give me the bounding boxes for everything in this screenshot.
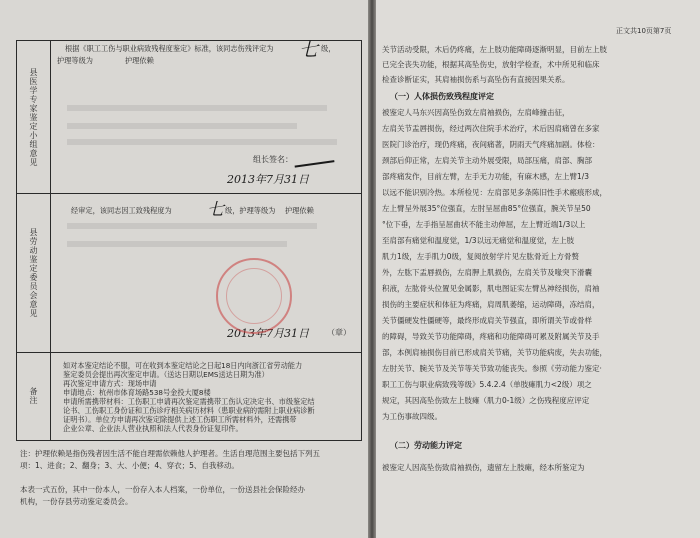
body-line-19: 规定，其因高坠伤致左上肢瘫（肌力0-1级）之伤残程度应评定 — [382, 396, 590, 405]
notes-label: 备注 — [29, 387, 38, 405]
body-last-line: 被鉴定人因高坠伤致肩袖损伤，遗留左上肢瘫，经本所鉴定为 — [382, 463, 585, 472]
body-line-5: 部疼痛发作，目前左臂，左手无力功能，有麻木感，左上臂1/3 — [382, 172, 590, 181]
notes-line-3: 再次鉴定申请方式：现场申请 — [63, 379, 157, 388]
section-a-line2-tail: 护理依赖 — [125, 56, 154, 65]
notes-line-7: 证明书）。单位方申请再次鉴定除提供上述工伤职工所需材料外，还需携带 — [63, 415, 297, 424]
assessment-table — [16, 40, 362, 441]
notes-line-8: 企业公章、企业法人营业执照和法人代表身份证复印件。 — [63, 424, 243, 433]
bleed-through — [67, 105, 327, 111]
body-line-1: 被鉴定人马东兴因高坠伤致左肩袖损伤，左肩峰撞击征， — [382, 108, 570, 117]
expert-panel-label: 县医学专家鉴定小组意见 — [29, 67, 38, 167]
body-line-2: 左肩关节盂唇损伤，经过两次住院手术治疗，术后因肩痛曾在多家 — [382, 124, 600, 133]
intro-line-3: 检查诊断证实，其肩袖损伤系与高坠伤有直接因果关系。 — [382, 75, 570, 84]
footnote-line-1: 注：护理依赖是指伤残者因生活不能自理需依赖他人护理者。生活自理范围主要包括下列五 — [20, 449, 320, 458]
right-page — [376, 0, 700, 538]
body-line-15: 的障碍，导致关节功能障碍，疼痛和功能障碍可累及附属关节及手 — [382, 332, 600, 341]
body-line-9: 至肩部有痛觉和温度觉，1/3以远无痛觉和温度觉，左上肢 — [382, 236, 575, 245]
body-line-14: 关节僵硬发性僵硬等，最终形成肩关节强直，即所谓关节或骨样 — [382, 316, 592, 325]
page-header: 正文共10页第7页 — [616, 27, 672, 35]
leader-sign-label: 组长签名： — [253, 155, 293, 164]
section-b-seal-label: （章） — [327, 328, 351, 337]
expert-panel-label-cell — [17, 41, 50, 193]
body-line-18: 职工工伤与职业病致残等级》5.4.2.4（单肢瘫肌力<2级）项之 — [382, 380, 592, 389]
bleed-through — [67, 241, 287, 247]
intro-line-1: 关节活动受限，木后仍疼痛，左上肢功能障碍逐渐明显，目前左上肢 — [382, 45, 607, 54]
section-b-grade-handwritten: 七 — [207, 200, 224, 220]
notes-line-2: 鉴定委员会提出再次鉴定申请。（送达日期以EMS送达日期为准） — [63, 370, 269, 379]
body-line-20: 为工伤事故四级。 — [382, 412, 442, 421]
body-line-10: 肌力1级，左手肌力0级，复阅放射学片见左肱骨近上方骨赘 — [382, 252, 580, 261]
body-line-8: °位下垂，左手指呈屈曲状不能主动伸屈，左上臂近端1/3以上 — [382, 220, 586, 229]
notes-line-5: 申请所需携带材料：工伤职工申请再次鉴定需携带工伤认定决定书、市级鉴定结 — [63, 397, 315, 406]
section-b-stamp-date: 2013年7月31日 — [227, 327, 309, 340]
body-line-16: 部，本例肩袖损伤目前已形成肩关节痛，关节功能病废，失去功能， — [382, 348, 607, 357]
section-a-line1: 根据《职工工伤与职业病致残程度鉴定》标准，该同志伤残评定为 — [65, 44, 274, 53]
committee-label-cell — [17, 193, 50, 352]
notes-line-6: 论书、工伤职工身份证和工伤诊疗相关病历材料（患职业病的需附上职业病诊断 — [63, 406, 315, 415]
heading-work-capacity: （二）劳动能力评定 — [390, 441, 462, 450]
book-spine — [368, 0, 376, 538]
section-a-grade-unit: 级， — [321, 44, 336, 53]
row-divider-2 — [17, 352, 361, 353]
section-a-sign-date: 2013年7月31日 — [227, 173, 309, 186]
section-a-grade-handwritten: 七 — [299, 39, 319, 61]
bleed-through — [67, 223, 317, 229]
leader-signature — [292, 138, 335, 167]
body-line-13: 损伤的主要症状和体征为疼痛，肩周肌萎缩，运动障碍，冻结肩， — [382, 300, 600, 309]
committee-seal-stamp — [216, 258, 292, 334]
bleed-through — [67, 123, 297, 129]
body-line-12: 积液，左肱骨头位置见金属影，肌电图证实左臂丛神经损伤，肩袖 — [382, 284, 600, 293]
footnote-line-2: 项：1、进食；2、翻身；3、大、小便；4、穿衣；5、自我移动。 — [20, 461, 239, 470]
heading-disability-assessment: （一）人体损伤致残程度评定 — [390, 92, 494, 101]
section-a-line2: 护理等级为 — [57, 56, 93, 65]
notes-line-1: 如对本鉴定结论不服，可在收到本鉴定结论之日起18日内向浙江省劳动能力 — [63, 361, 303, 370]
section-b-line1-tail: 护理依赖 — [285, 206, 314, 215]
body-line-6: 以远不能识别冷热。本所检见：左肩部见多条陈旧性手术瘢痕形成， — [382, 188, 607, 197]
section-b-line1-mid: 级，护理等级为 — [225, 206, 276, 215]
section-b-line1: 经审定，该同志因工致残程度为 — [71, 206, 172, 215]
body-line-4: 颈部后仰正常，左肩关节主动外展受限，局部压痛，肩部、胸部 — [382, 156, 592, 165]
committee-label: 县劳动鉴定委员会意见 — [29, 227, 38, 318]
body-line-11: 外，左肱下盂唇损伤，左肩胛上肌损伤，左肩关节及喙突下滑囊 — [382, 268, 592, 277]
label-column-divider — [50, 41, 51, 440]
footnote-line-4: 机构，一份存县劳动鉴定委员会。 — [20, 497, 133, 506]
body-line-17: 左肘关节、腕关节及关节等关节致功能丧失。参照《劳动能力鉴定· — [382, 364, 602, 373]
body-line-7: 左上臂呈外展35°位强直，左肘呈屈曲85°位强直，腕关节呈50 — [382, 204, 591, 213]
intro-line-2: 已完全丧失功能，根据其高坠伤史，放射学检查，术中所见和临床 — [382, 60, 600, 69]
footnote-line-3: 本表一式五份，其中一份本人，一份存入本人档案，一份单位，一份送县社会保险经办 — [20, 485, 305, 494]
body-line-3: 医院门诊治疗，现仍疼痛，夜间痛著，阴雨天气疼痛加剧。体检： — [382, 140, 600, 149]
notes-line-4: 申请地点：杭州市体育场路538号金投大厦8楼 — [63, 388, 211, 397]
notes-label-cell — [17, 352, 50, 440]
row-divider-1 — [17, 193, 361, 194]
